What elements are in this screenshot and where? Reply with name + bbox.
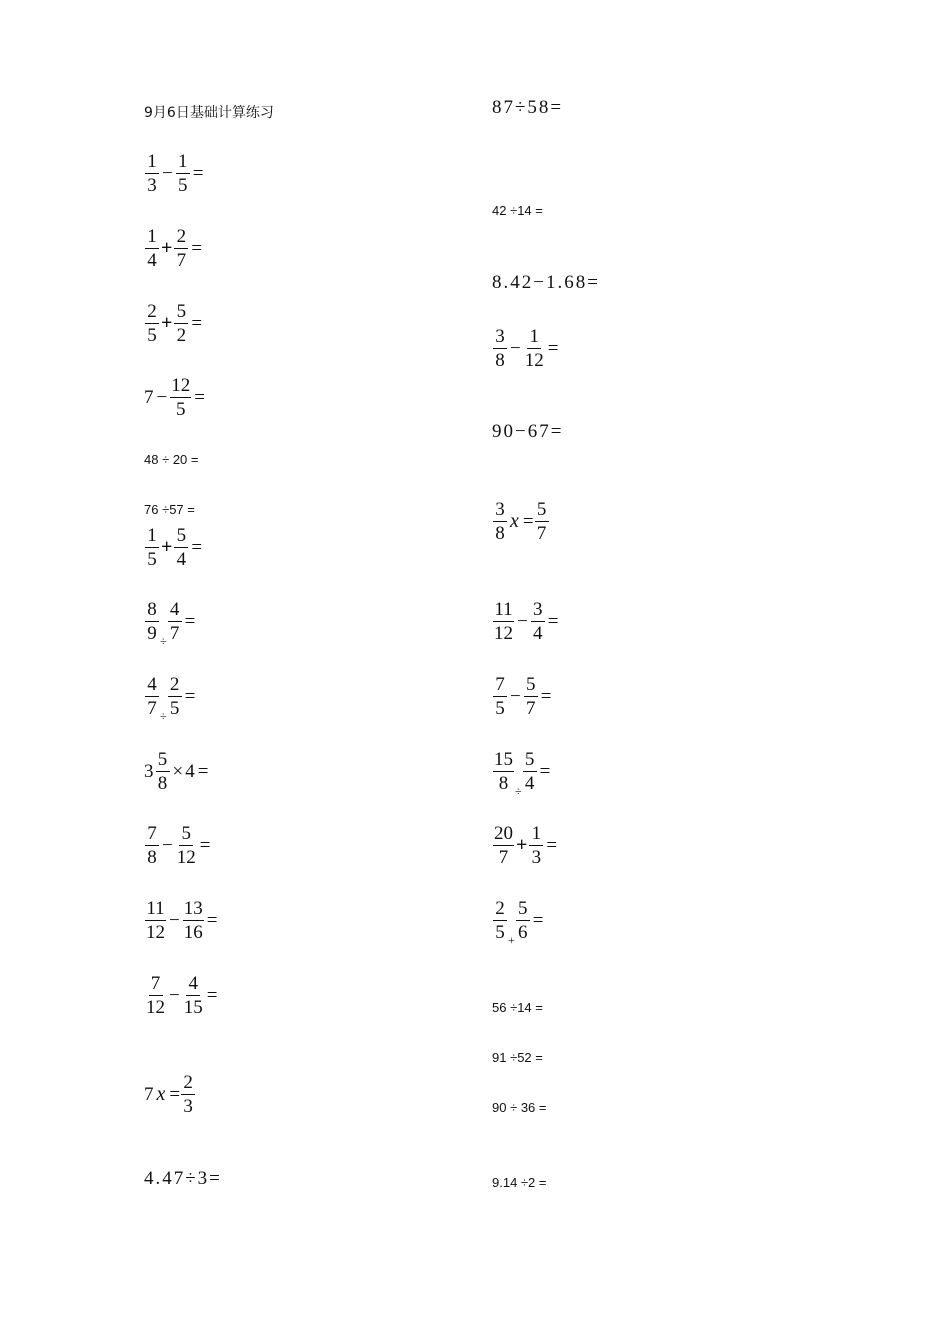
fraction: $\frac{4}{7}$ xyxy=(168,598,182,645)
fraction: $\frac{2}{5}$ xyxy=(493,897,507,944)
operator: ÷ xyxy=(160,634,167,648)
whole-number: 7 xyxy=(144,386,154,408)
problem-right-7 xyxy=(492,598,558,645)
equals-sign: = xyxy=(540,685,552,707)
operator: + xyxy=(508,933,515,947)
fraction: $\frac{5}{8}$ xyxy=(156,748,170,795)
operator: ÷ xyxy=(160,709,167,723)
coefficient: 7 xyxy=(144,1083,154,1105)
fraction: $\frac{5}{6}$ xyxy=(516,897,530,944)
problem-left-6: 76 ÷57 = xyxy=(144,502,195,517)
operator: + xyxy=(161,312,173,334)
fraction: $\frac{5}{2}$ xyxy=(174,300,188,347)
operator: + xyxy=(161,536,173,558)
problem-left-13 xyxy=(144,972,217,1019)
fraction: $\frac{1}{3}$ xyxy=(145,150,159,197)
problem-left-10 xyxy=(144,748,208,795)
fraction: $\frac{11}{12}$ xyxy=(146,898,165,943)
equals-sign: = xyxy=(532,909,544,931)
fraction: $\frac{3}{8}$ xyxy=(493,325,507,372)
fraction: $\frac{4}{7}$ xyxy=(145,673,159,720)
problem-right-1: 87÷58= xyxy=(492,97,564,118)
operator: − xyxy=(510,337,521,359)
fraction: $\frac{3}{4}$ xyxy=(531,598,545,645)
fraction: $\frac{2}{7}$ xyxy=(174,225,188,272)
equals-sign: = xyxy=(547,337,559,359)
problem-right-6 xyxy=(492,498,550,545)
problem-left-14 xyxy=(144,1071,196,1118)
fraction: $\frac{12}{5}$ xyxy=(171,375,191,420)
problem-left-8 xyxy=(144,598,196,648)
problem-right-2: 42 ÷14 = xyxy=(492,203,543,218)
equals-sign: = xyxy=(191,312,203,334)
equals-sign: = xyxy=(197,760,209,782)
fraction: $\frac{1}{3}$ xyxy=(529,822,543,869)
variable: x xyxy=(156,1083,166,1105)
operator: − xyxy=(156,386,168,408)
fraction: $\frac{1}{5}$ xyxy=(145,524,159,571)
problem-left-7 xyxy=(144,524,202,571)
equals-sign: = xyxy=(191,536,203,558)
problem-left-5: 48 ÷ 20 = xyxy=(144,452,199,467)
fraction: $\frac{7}{5}$ xyxy=(493,673,507,720)
fraction: $\frac{7}{12}$ xyxy=(146,973,165,1018)
problem-right-14: 90 ÷ 36 = xyxy=(492,1100,547,1115)
operator: + xyxy=(516,834,528,856)
equals-sign: = xyxy=(206,909,218,931)
fraction: $\frac{1}{4}$ xyxy=(145,225,159,272)
equals-sign: = xyxy=(194,386,205,408)
fraction: $\frac{20}{7}$ xyxy=(494,823,513,868)
operator: ÷ xyxy=(515,784,522,798)
operator: − xyxy=(517,610,528,632)
equals-sign: = xyxy=(192,162,204,184)
equals-sign: = xyxy=(191,237,203,259)
problem-right-9 xyxy=(492,748,551,798)
problem-right-8 xyxy=(492,673,551,720)
problem-right-10 xyxy=(492,822,557,869)
operator: − xyxy=(169,909,180,931)
operator: × xyxy=(172,760,184,782)
fraction: $\frac{5}{4}$ xyxy=(523,748,537,795)
operator: + xyxy=(161,237,173,259)
fraction: $\frac{5}{7}$ xyxy=(535,498,549,545)
problem-right-11 xyxy=(492,897,544,947)
problem-left-15: 4.47÷3= xyxy=(144,1168,222,1189)
problem-left-3 xyxy=(144,300,202,347)
problem-left-12 xyxy=(144,897,217,944)
equals-sign: = xyxy=(546,834,558,856)
fraction: $\frac{4}{15}$ xyxy=(183,973,203,1018)
fraction: $\frac{2}{3}$ xyxy=(181,1071,195,1118)
problem-left-2 xyxy=(144,225,202,272)
number: 4 xyxy=(185,760,195,782)
problem-left-4 xyxy=(144,374,205,421)
equals-sign: = xyxy=(206,984,218,1006)
fraction: $\frac{2}{5}$ xyxy=(168,673,182,720)
fraction: $\frac{7}{8}$ xyxy=(145,822,159,869)
fraction: $\frac{13}{16}$ xyxy=(183,898,203,943)
problem-left-11 xyxy=(144,822,210,869)
problem-right-5: 90−67= xyxy=(492,421,564,442)
fraction: $\frac{5}{4}$ xyxy=(174,524,188,571)
problem-right-3: 8.42−1.68= xyxy=(492,272,600,293)
operator: − xyxy=(162,162,173,184)
operator: − xyxy=(169,984,180,1006)
equals-sign: = xyxy=(539,760,551,782)
variable: x xyxy=(510,510,519,532)
fraction: $\frac{1}{5}$ xyxy=(176,150,190,197)
problem-right-13: 91 ÷52 = xyxy=(492,1050,543,1065)
fraction: $\frac{5}{7}$ xyxy=(524,673,538,720)
operator: − xyxy=(510,685,521,707)
fraction: $\frac{15}{8}$ xyxy=(494,749,513,794)
fraction: $\frac{2}{5}$ xyxy=(145,300,159,347)
equals-sign: = xyxy=(169,1083,181,1105)
operator: − xyxy=(162,834,173,856)
equals-sign: = xyxy=(184,610,196,632)
problem-right-12: 56 ÷14 = xyxy=(492,1000,543,1015)
page-title: 9月6日基础计算练习 xyxy=(144,105,274,121)
problem-left-1 xyxy=(144,150,203,197)
problem-left-9 xyxy=(144,673,196,723)
fraction: $\frac{8}{9}$ xyxy=(145,598,159,645)
equals-sign: = xyxy=(199,834,211,856)
whole-number: 3 xyxy=(144,760,154,782)
equals-sign: = xyxy=(184,685,196,707)
fraction: $\frac{5}{12}$ xyxy=(176,823,196,868)
equals-sign: = xyxy=(522,510,534,532)
fraction: $\frac{3}{8}$ xyxy=(493,498,507,545)
problem-right-15: 9.14 ÷2 = xyxy=(492,1175,547,1190)
problem-right-4 xyxy=(492,325,558,372)
fraction: $\frac{1}{12}$ xyxy=(524,326,544,371)
equals-sign: = xyxy=(547,610,559,632)
fraction: $\frac{11}{12}$ xyxy=(494,599,513,644)
